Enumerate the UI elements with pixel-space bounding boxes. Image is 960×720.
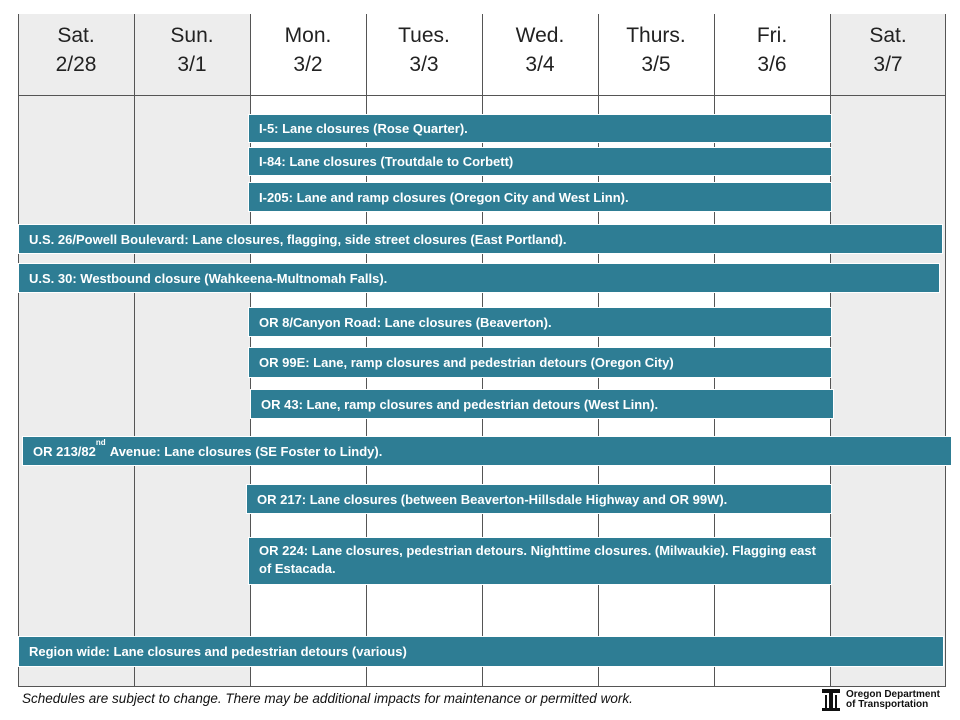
odot-logo [822, 689, 952, 713]
day-header-thurs-3-5 [598, 14, 714, 96]
closure-label: OR 99E: Lane, ramp closures and pedestrian detours (Oregon City) [259, 355, 674, 370]
logo-line: of Transportation [846, 699, 929, 710]
day-name: Wed. [515, 24, 565, 47]
odot-logo-text [846, 690, 940, 710]
closure-label: I-84: Lane closures (Troutdale to Corbett) [259, 154, 514, 169]
grid-bottom-line [18, 686, 946, 687]
day-date: 3/4 [525, 53, 555, 76]
day-name: Sat. [869, 24, 907, 47]
closure-bar-us-26 [18, 224, 943, 254]
day-name: Thurs. [626, 24, 686, 47]
day-name: Fri. [756, 24, 788, 47]
day-date: 3/7 [873, 53, 903, 76]
day-column-sat-3-7 [830, 14, 946, 686]
closure-bar-or-99e [248, 347, 832, 378]
day-name: Sun. [170, 24, 214, 47]
closure-label: OR 43: Lane, ramp closures and pedestrian detours (West Linn). [261, 396, 659, 412]
closure-label-superscript: nd [95, 438, 106, 448]
closure-bar-or-217 [246, 484, 832, 514]
day-header-wed-3-4 [482, 14, 598, 96]
day-date: 3/2 [293, 53, 323, 76]
closure-label [33, 438, 383, 459]
day-header-sat-2-28 [18, 14, 134, 96]
closure-label: OR 217: Lane closures (between Beaverton-Hillsdale Highway and OR 99W). [257, 491, 728, 507]
day-column-sun-3-1 [134, 14, 250, 686]
closure-label: OR 8/Canyon Road: Lane closures (Beaverton). [259, 314, 552, 330]
closure-bar-i-84 [248, 147, 832, 176]
day-header-sun-3-1 [134, 14, 250, 96]
closure-label: U.S. 30: Westbound closure (Wahkeena-Multnomah Falls). [29, 270, 388, 286]
logo-line: Oregon Department [846, 689, 940, 700]
day-date: 3/1 [177, 53, 207, 76]
closure-label-part: Avenue: Lane closures (SE Foster to Lindy). [106, 443, 383, 459]
closure-bar-us-30 [18, 263, 940, 293]
day-header-tues-3-3 [366, 14, 482, 96]
closure-label-part: OR 213/82 [33, 443, 96, 459]
closure-label: I-205: Lane and ramp closures (Oregon City and West Linn). [259, 189, 629, 205]
day-date: 3/3 [409, 53, 439, 76]
day-date: 2/28 [55, 53, 97, 76]
closure-bar-or-8 [248, 307, 832, 337]
day-name: Sat. [57, 24, 95, 47]
closure-label: OR 224: Lane closures, pedestrian detours. Nighttime closures. (Milwaukie). Flagging east of Estacada. [259, 543, 816, 576]
closure-bar-or-43 [250, 389, 834, 419]
footer-disclaimer: Schedules are subject to change. There may be additional impacts for maintenance or permitted work. [22, 691, 633, 706]
odot-logo-mark-icon [822, 689, 842, 711]
day-date: 3/5 [641, 53, 671, 76]
closure-bar-region-wide [18, 636, 944, 667]
day-date: 3/6 [757, 53, 787, 76]
closure-bar-or-213 [22, 436, 952, 466]
day-name: Mon. [284, 24, 332, 47]
day-header-fri-3-6 [714, 14, 830, 96]
closure-bar-or-224 [248, 537, 832, 585]
day-column-sat-2-28 [18, 14, 134, 686]
closure-label: U.S. 26/Powell Boulevard: Lane closures, flagging, side street closures (East Portland). [29, 231, 567, 247]
day-name: Tues. [398, 24, 450, 47]
day-header-mon-3-2 [250, 14, 366, 96]
day-header-sat-3-7 [830, 14, 946, 96]
closure-label: I-5: Lane closures (Rose Quarter). [259, 121, 468, 136]
closure-label: Region wide: Lane closures and pedestrian detours (various) [29, 644, 407, 659]
closure-bar-i-5 [248, 114, 832, 143]
closure-bar-i-205 [248, 182, 832, 212]
